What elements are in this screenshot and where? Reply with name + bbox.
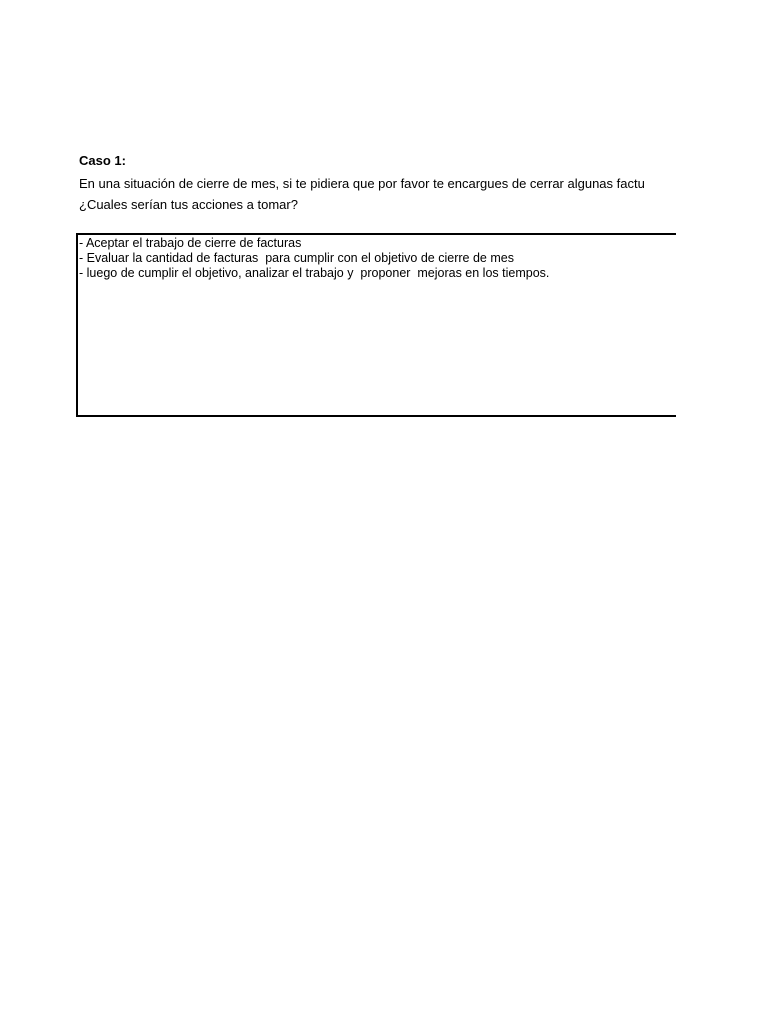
answer-line-1: - Aceptar el trabajo de cierre de facturas (79, 236, 302, 250)
case-title: Caso 1: (79, 153, 126, 168)
answer-box[interactable] (76, 233, 676, 417)
question-line-2: ¿Cuales serían tus acciones a tomar? (79, 197, 298, 212)
question-line-1: En una situación de cierre de mes, si te pidiera que por favor te encargues de cerrar algunas factu (79, 176, 645, 191)
answer-line-2: - Evaluar la cantidad de facturas para cumplir con el objetivo de cierre de mes (79, 251, 514, 265)
case-heading (79, 152, 675, 215)
answer-line-3: - luego de cumplir el objetivo, analizar el trabajo y proponer mejoras en los tiempos. (79, 266, 550, 280)
